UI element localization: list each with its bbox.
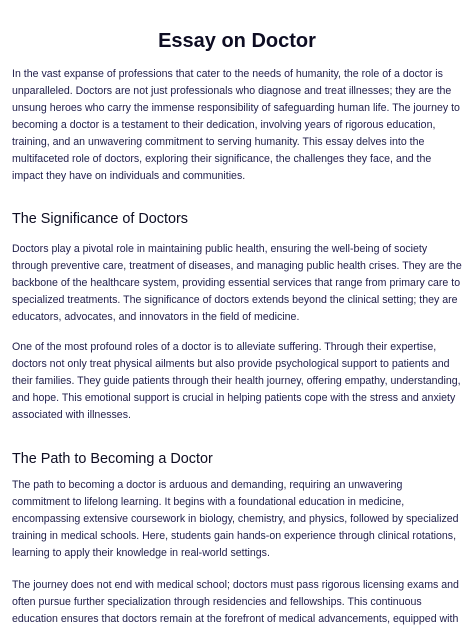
section-heading-significance: The Significance of Doctors bbox=[12, 211, 188, 227]
path-paragraph-1: The path to becoming a doctor is arduous and demanding, requiring an unwavering commitment to lifelong learning. It begins with a foundational education in medicine, encompassing extensive coursework in biology, chemistry, and physics, followed by specialized training in medical schools. Here, students gain hands-on experience through clinical rotations, learning to apply their knowledge in real-world settings. bbox=[12, 479, 459, 559]
path-paragraph-2: The journey does not end with medical school; doctors must pass rigorous licensing exams and often pursue further specialization through residencies and fellowships. This continuous education ensures that doctors remain at the forefront of medical advancements, equipped with bbox=[12, 579, 459, 625]
significance-paragraph-2: One of the most profound roles of a doctor is to alleviate suffering. Through their expertise, doctors not only treat physical ailments but also provide psychological support to patients and their families. They guide patients through their health journey, offering empathy, understanding, and hope. This emotional support is crucial in helping patients cope with the stress and anxiety associated with illnesses. bbox=[12, 341, 461, 421]
significance-paragraph-1: Doctors play a pivotal role in maintaining public health, ensuring the well-being of society through preventive care, treatment of diseases, and managing public health crises. They are the backbone of the healthcare system, providing essential services that range from primary care to specialized treatments. The significance of doctors extends beyond the clinical setting; they are educators, advocates, and innovators in the field of medicine. bbox=[12, 243, 462, 323]
page-title: Essay on Doctor bbox=[158, 30, 316, 52]
essay-page bbox=[12, 28, 462, 628]
intro-paragraph: In the vast expanse of professions that cater to the needs of humanity, the role of a doctor is unparalleled. Doctors are not just professionals who diagnose and treat illnesses; they are the unsung heroes who carry the immense responsibility of safeguarding human life. The journey to becoming a doctor is a testament to their dedication, involving years of rigorous education, training, and an unwavering commitment to serving humanity. This essay delves into the multifaceted role of doctors, exploring their significance, the challenges they face, and the impact they have on individuals and communities. bbox=[12, 68, 460, 182]
section-heading-path: The Path to Becoming a Doctor bbox=[12, 451, 213, 467]
